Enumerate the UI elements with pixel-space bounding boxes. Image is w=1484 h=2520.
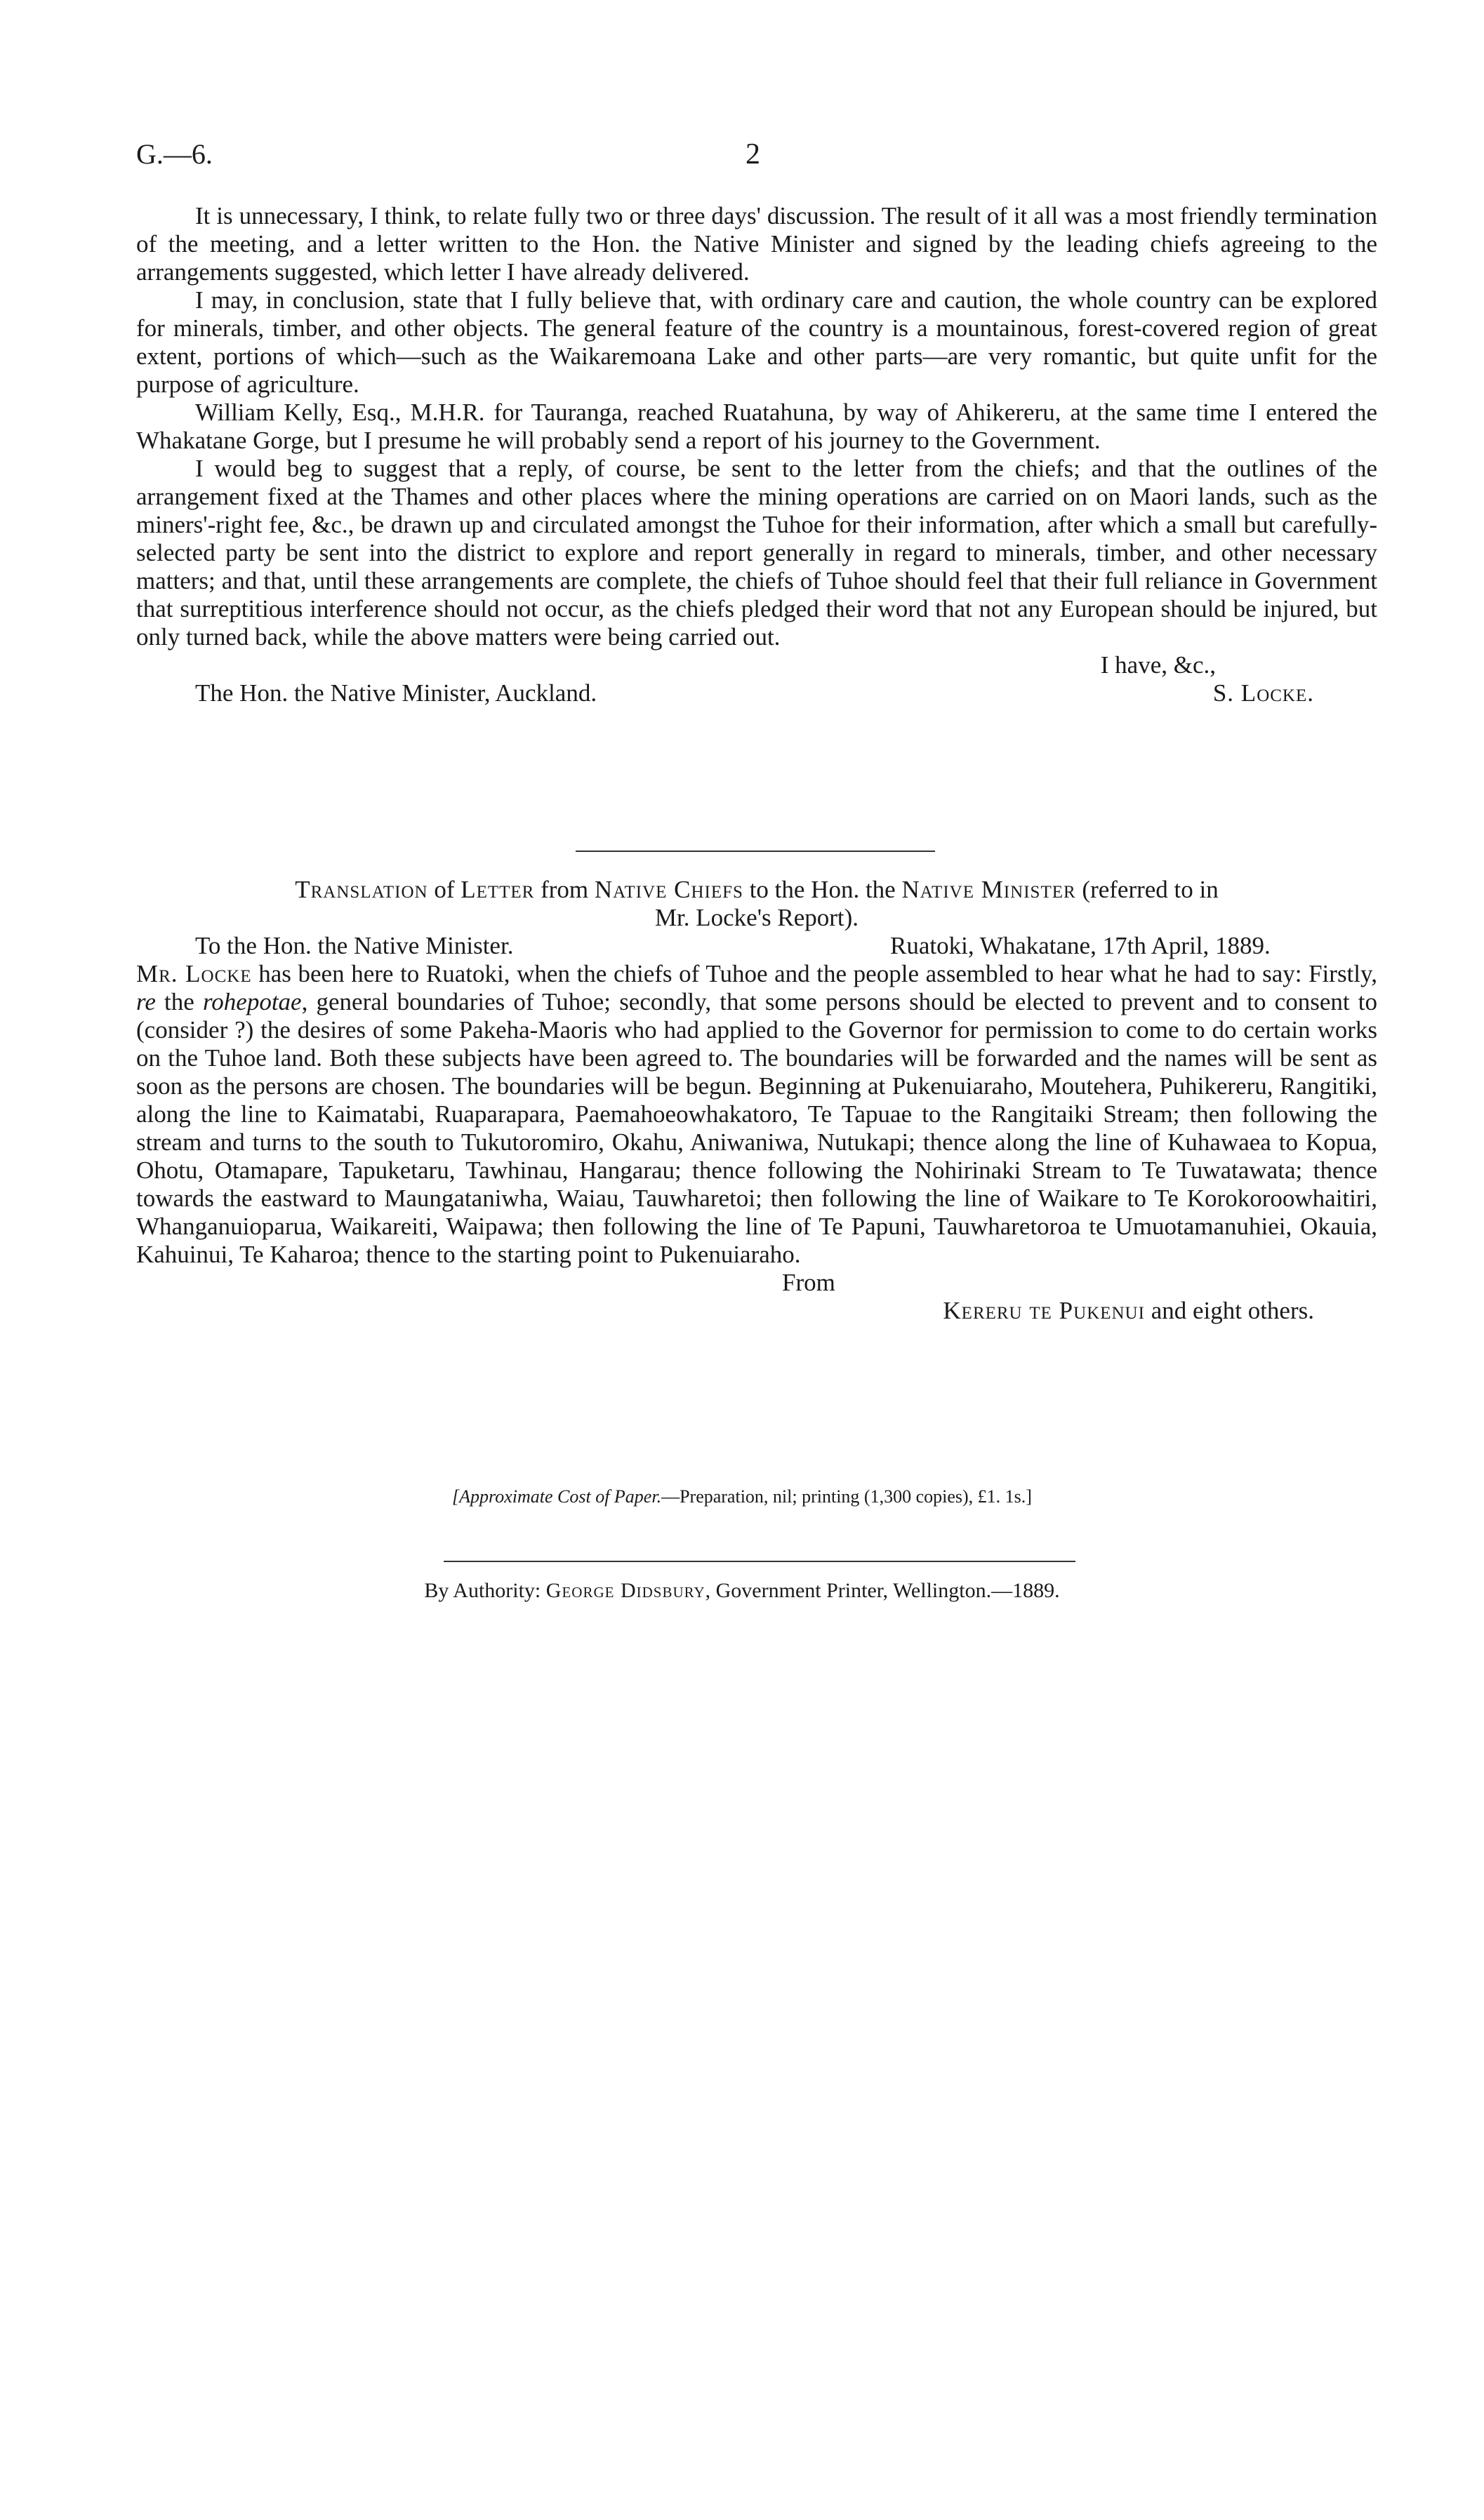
letter-text-italic: re — [136, 988, 156, 1015]
lead-name: Mr. Locke — [136, 960, 252, 987]
heading-letter: Letter — [461, 876, 535, 903]
heading-text: of — [428, 876, 461, 903]
document-id: G.—6. — [136, 138, 213, 170]
closing: I have, &c., — [1100, 651, 1216, 679]
addressee: The Hon. the Native Minister, Auckland. — [195, 679, 597, 707]
report-body — [136, 202, 1377, 707]
heading-text: from — [534, 876, 595, 903]
letter-signatory — [136, 1297, 1377, 1325]
salutation-row — [136, 932, 1377, 960]
letter-text-italic: rohepotae — [202, 988, 302, 1015]
heading-text: to the Hon. the — [743, 876, 902, 903]
signature: S. Locke. — [1212, 679, 1314, 707]
signatory-name: Kereru te Pukenui — [943, 1297, 1145, 1324]
heading-native-minister: Native Minister — [901, 876, 1076, 903]
cost-label: [Approximate Cost of Paper. — [452, 1486, 662, 1507]
translation-section — [136, 876, 1377, 1325]
printer-name: George Didsbury — [545, 1579, 705, 1602]
imprint-divider — [444, 1561, 1075, 1562]
printer-imprint — [0, 1579, 1484, 1603]
translation-heading — [136, 876, 1377, 904]
report-paragraph: William Kelly, Esq., M.H.R. for Tauranga, reached Ruatahuna, by way of Ahikereru, at the same time I entered the Whakatane Gorge, but I presume he will probably send a report of his journey to the Government. — [136, 399, 1377, 454]
closing-row — [136, 651, 1377, 679]
section-divider — [576, 851, 935, 852]
translation-heading-line2: Mr. Locke's Report). — [654, 904, 859, 931]
page-number: 2 — [746, 138, 760, 171]
from-label: From — [782, 1269, 835, 1296]
heading-translation: Translation — [295, 876, 428, 903]
letter-text: the — [155, 988, 203, 1015]
report-paragraph: I may, in conclusion, state that I fully believe that, with ordinary care and caution, the whole country can be explored for minerals, timber, and other objects. The general feature of the country is a mountainous, forest-covered region of great extent, portions of which—such as the Waikaremoana Lake and other parts—are very romantic, but quite unfit for the purpose of agriculture. — [136, 286, 1377, 398]
letter-text: , general boundaries of Tuhoe; secondly, that some persons should be elected to prevent and to consent to (consider ?) the desires of some Pakeha-Maoris who had applied to the Governor for permission to come to do certain works on the Tuhoe land. Both these subjects have been agreed to. The boundaries will be forwarded and the names will be sent as soon as the persons are chosen. The boundaries will be begun. Beginning at Pukenuiaraho, Moutehera, Puhikereru, Rangitiki, along the line to Kaimatabi, Ruaparapara, Paemahoeowhakatoro, Te Tapuae to the Rangitaiki Stream; then following the stream and turns to the south to Tukutoromiro, Okahu, Aniwaniwa, Nutukapi; thence along the line of Kuhawaea to Kopua, Ohotu, Otamapare, Tapuketaru, Tawhinau, Hangarau; thence following the Nohirinaki Stream to Te Tuwatawata; thence towards the eastward to Maungataniwha, Waiau, Tauwharetoi; then following the line of Waikare to Te Korokoroowhaitiri, Whanganuioparua, Waikareiti, Waipawa; then following the line of Te Papuni, Tauwharetoroa te Umuotamanuhiei, Okauia, Kahuinui, Te Kaharoa; thence to the starting point to Pukenuiaraho. — [136, 988, 1377, 1268]
heading-native-chiefs: Native Chiefs — [594, 876, 743, 903]
signatory-suffix: and eight others. — [1144, 1297, 1314, 1324]
imprint-tail: , Government Printer, Wellington.—1889. — [705, 1579, 1060, 1602]
addressee-row — [136, 679, 1377, 707]
letter-body — [136, 960, 1377, 1269]
salutation: To the Hon. the Native Minister. — [195, 932, 514, 959]
place-date: Ruatoki, Whakatane, 17th April, 1889. — [890, 932, 1271, 959]
letter-text: has been here to Ruatoki, when the chiefs of Tuhoe and the people assembled to hear what he had to say: Firstly, — [251, 960, 1377, 987]
cost-note — [0, 1486, 1484, 1507]
heading-text: (referred to in — [1075, 876, 1219, 903]
imprint-lead: By Authority: — [424, 1579, 546, 1602]
report-paragraph: It is unnecessary, I think, to relate fully two or three days' discussion. The result of it all was a most friendly termination of the meeting, and a letter written to the Hon. the Native Minister and signed by the leading chiefs agreeing to the arrangements suggested, which letter I have already delivered. — [136, 202, 1377, 286]
report-paragraph: I would beg to suggest that a reply, of course, be sent to the letter from the chiefs; and that the outlines of the arrangement fixed at the Thames and other places where the mining operations are carried on on Maori lands, such as the miners'-right fee, &c., be drawn up and circulated amongst the Tuhoe for their information, after which a small but carefully-selected party be sent into the district to explore and report generally in regard to minerals, timber, and other necessary matters; and that, until these arrangements are complete, the chiefs of Tuhoe should feel that their full reliance in Government that surreptitious interference should not occur, as the chiefs pledged their word that not any European should be injured, but only turned back, while the above matters were being carried out. — [136, 455, 1377, 651]
cost-detail: —Preparation, nil; printing (1,300 copies), £1. 1s.] — [661, 1486, 1032, 1507]
